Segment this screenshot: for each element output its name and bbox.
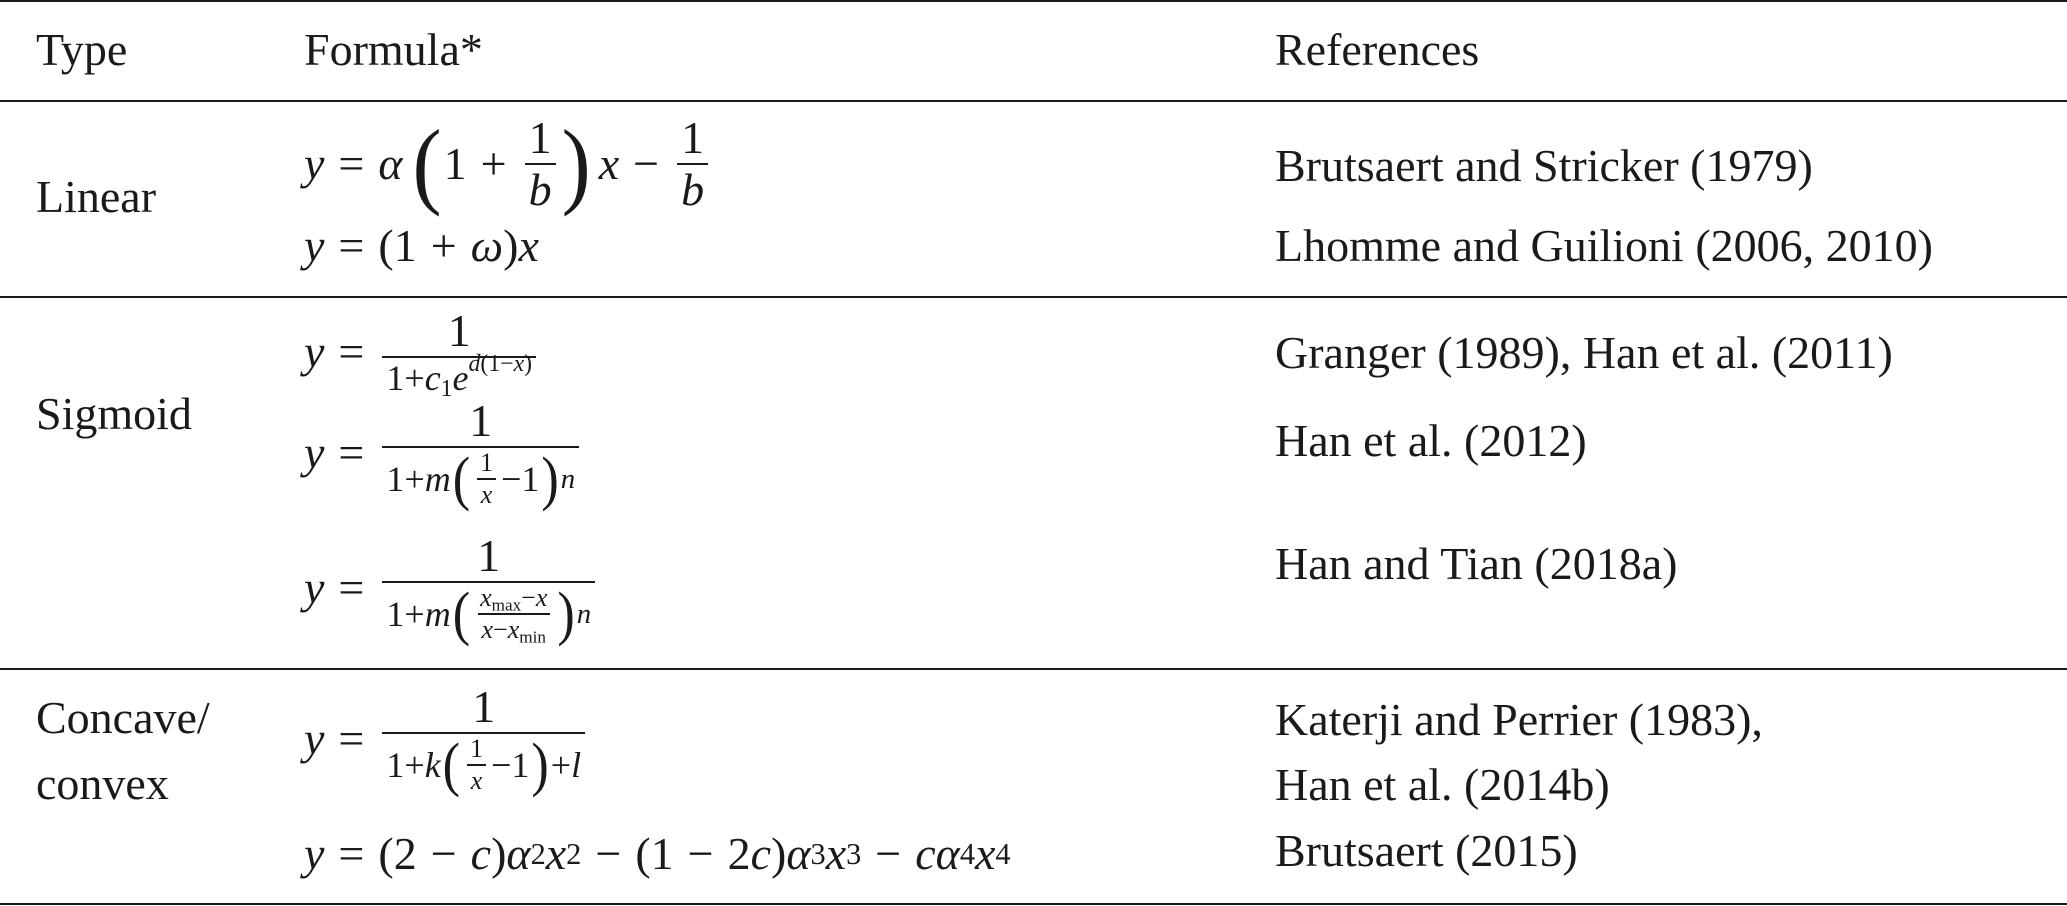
ref-concave-3: Brutsaert (2015) [1275, 825, 1578, 876]
type-sigmoid: Sigmoid [36, 388, 192, 439]
ref-sigmoid-3: Han and Tian (2018a) [1275, 538, 1678, 589]
formula-concave-1: y = 1 1+ k ( $\frac{1}{x}$ −1 ) + l [304, 684, 589, 794]
type-concave-line1: Concave/ [36, 692, 210, 743]
ref-linear-1: Brutsaert and Stricker (1979) [1275, 140, 1813, 191]
header-formula: Formula* [304, 24, 483, 75]
type-linear: Linear [36, 171, 157, 222]
ref-sigmoid-1: Granger (1989), Han et al. (2011) [1275, 327, 1893, 378]
formula-concave-2: y = (2 − c ) α 2 x 2 − (1 − 2 c ) α 3 x 3 − cα 4 x 4 [304, 828, 1011, 879]
bottom-rule [0, 903, 2067, 905]
ref-sigmoid-2: Han et al. (2012) [1275, 415, 1587, 466]
formula-sigmoid-3: y = 1 1+ m ( $\frac{x_{max}-x}{x-x_{min}}$ ) n [304, 522, 599, 654]
formula-linear-2: y = (1 + ω ) x [304, 220, 539, 271]
header-references: References [1275, 24, 1480, 75]
top-rule [0, 0, 2067, 2]
type-concave-line2: convex [36, 758, 169, 809]
header-rule [0, 100, 2067, 102]
formula-sigmoid-2: y = 1 1+ m ( $\frac{1}{x}$ −1 ) n [304, 398, 583, 508]
sigmoid-rule [0, 668, 2067, 670]
ref-concave-2: Han et al. (2014b) [1275, 759, 1610, 810]
linear-rule [0, 296, 2067, 298]
ref-concave-1: Katerji and Perrier (1983), [1275, 694, 1763, 745]
formula-linear-1: y = α ( 1 + $\frac{1}{b}$ ) x − $\frac{1}{b}$ [304, 114, 712, 214]
header-type: Type [36, 24, 128, 75]
ref-linear-2: Lhomme and Guilioni (2006, 2010) [1275, 220, 1933, 271]
formula-sigmoid-1: y = $\frac{1}{1+c_1e^{d(1-x)}}$ [304, 312, 540, 392]
